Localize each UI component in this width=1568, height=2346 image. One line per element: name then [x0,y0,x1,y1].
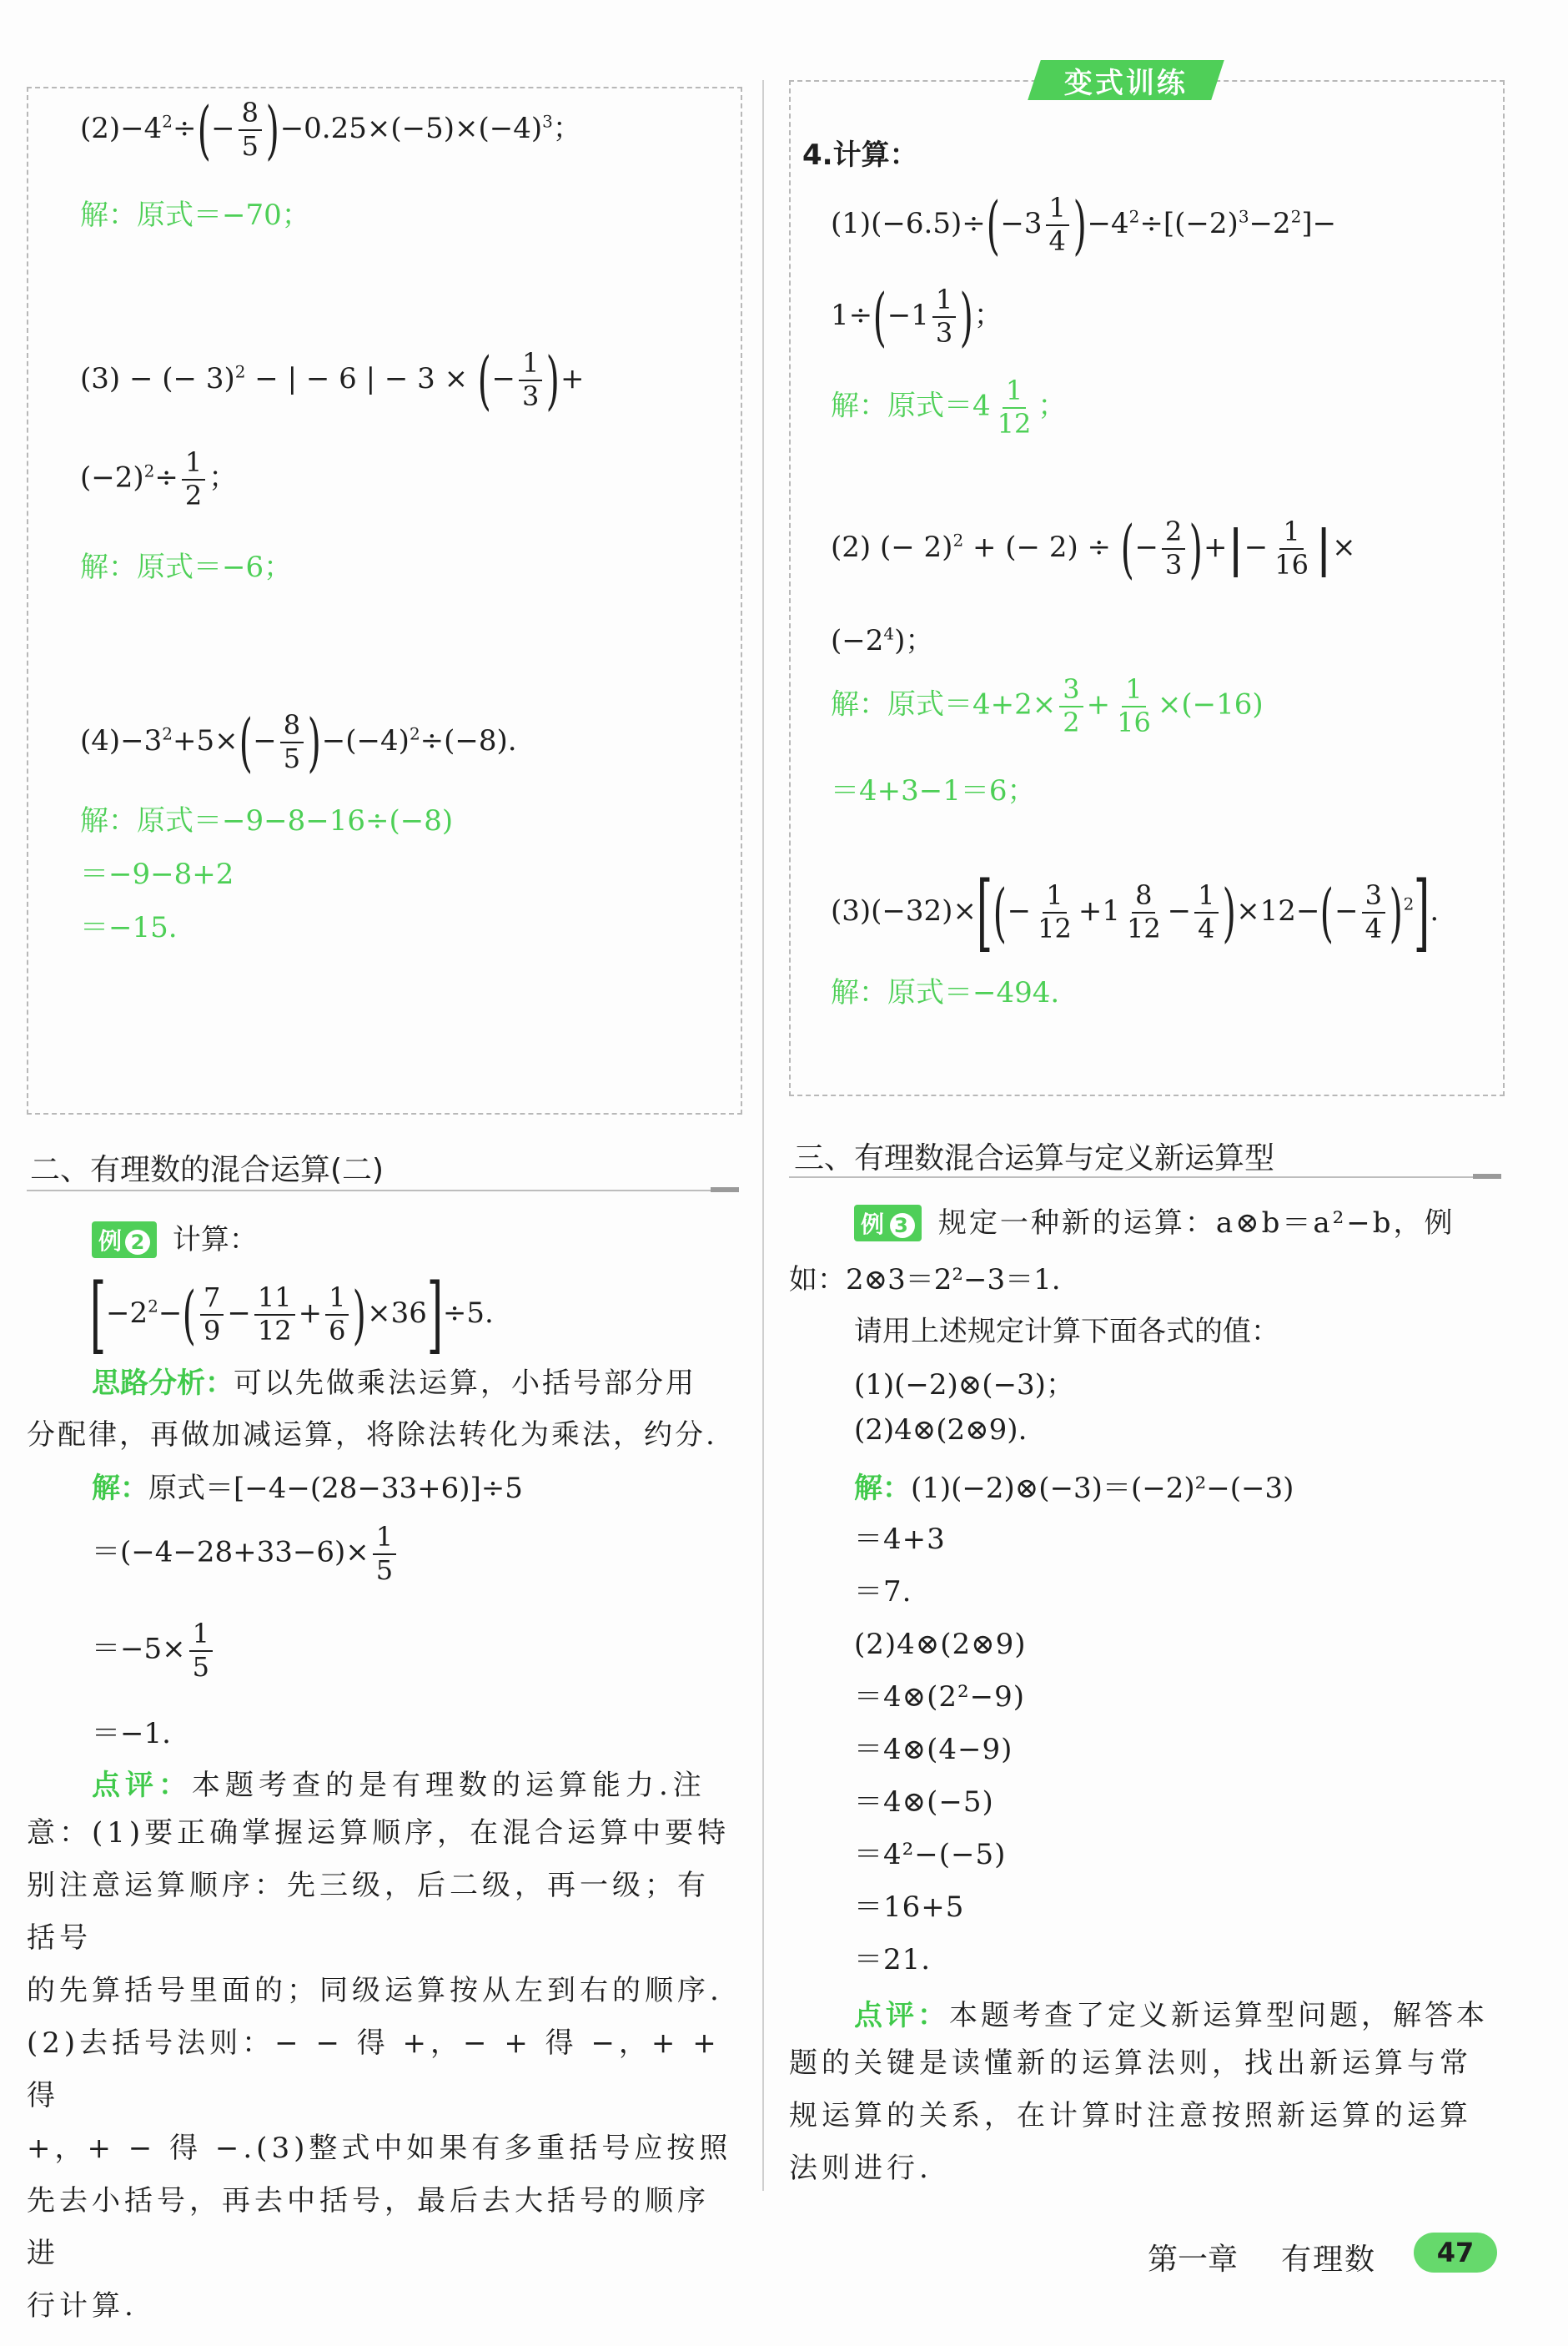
right-q3-line: (3)(−32)×[(− $\frac{1}{12}$ +1 $\frac{8}{12}$ − $\frac{1}{4}$ )×12−(− $\frac{3}{4}$ )$^2$]. [831,863,1440,961]
section3-title: 三、有理数混合运算与定义新运算型 [794,1141,1275,1176]
example3-q1: (1)(−2)⊗(−3)； [854,1368,1074,1402]
right-q1-line1: (1)(−6.5)÷(−3 $\frac{1}{4}$ )$-4^2\div[(-2)^3-2^2]-$ [831,188,1337,262]
section2-title: 二、有理数的混合运算(二) [30,1153,384,1187]
right-question-title: 4.计算： [802,138,918,172]
example2-badge: 例 2 [92,1221,157,1258]
right-q2-line1: (2) (− 2)$^2$ + (− 2) ÷ (− $\frac{2}{3}$ )+|− $\frac{1}{16}$ |× [831,511,1356,586]
example3-rule-2: 如：2⊗3＝2²−3＝1. [789,1263,1061,1296]
section2-comment-1: 点评：本题考查的是有理数的运算能力.注 [92,1769,706,1802]
example2-expression: [$-2^2-$( $\frac{7}{9}$ − $\frac{11}{12}$ + $\frac{1}{6}$ )×36]÷5. [89,1266,494,1363]
left-q4-answer-3: ＝−15. [80,911,178,944]
section3-divider [789,1176,1501,1178]
footer-chapter: 第一章 [1148,2243,1239,2277]
example3-badge: 例 3 [854,1205,922,1241]
left-q4-answer-1: 解：原式＝−9−8−16÷(−8) [80,804,454,838]
left-q2: $(2)-4^2\div(-$ $\frac{8}{5}$ )$-0.25\times(-5)\times(-4)^3$； [80,93,581,167]
section2-solution-2: ＝(−4−28+33−6)× $\frac{1}{5}$ [92,1523,400,1584]
column-divider [762,80,764,2191]
footer-topic: 有理数 [1281,2243,1377,2277]
example3-rule-1: 例 3 规定一种新的运算：a⊗b＝a²−b，例 [854,1200,1455,1241]
example3-q2: (2)4⊗(2⊗9). [854,1413,1028,1447]
section3-comment-rest: 题的关键是读懂新的运算法则，找出新运算与常 规运算的关系，在计算时注意按照新运算的运算 法则进行. [789,2046,1472,2185]
example2-header: 例 2 计算： [92,1216,258,1258]
section2-divider-tick [711,1187,739,1192]
right-q1-line2: 1÷(−1 $\frac{1}{3}$ )； [831,279,1003,354]
section2-solution-1: 解：原式＝[−4−(28−33+6)]÷5 [92,1472,523,1505]
right-q2-line2: $(-2^4)$； [831,623,934,657]
page-number: 47 [1414,2233,1497,2273]
right-q2-answer-2: ＝4+3−1＝6； [831,774,1036,808]
section2-analysis-1: 思路分析：可以先做乘法运算，小括号部分用 [92,1367,696,1400]
example3-solution-1: 解：(1)(−2)⊗(−3)＝(−2)²−(−3) [854,1472,1294,1505]
section3-comment-1: 点评：本题考查了定义新运算型问题，解答本 [854,1999,1488,2032]
section2-analysis-2: 分配律，再做加减运算，将除法转化为乘法，约分. [27,1418,717,1452]
example3-ask: 请用上述规定计算下面各式的值： [854,1315,1279,1348]
right-q1-answer: 解：原式＝4 $\frac{1}{12}$ ； [831,375,1067,440]
left-exercise-box [27,87,742,1115]
left-q2-answer: 解：原式＝−70； [80,199,310,232]
left-q4: $(4)-3^2+5\times(-$ $\frac{8}{5}$ )$-(-4)^2\div(-8)$. [80,705,517,779]
right-q2-answer-1: 解：原式＝4+2× $\frac{3}{2}$ + $\frac{1}{16}$ ×(−16) [831,673,1264,738]
left-q3-line2: $(-2)^2\div$ $\frac{1}{2}$ ； [80,446,238,511]
variant-training-banner: 变式训练 [1028,60,1224,100]
section2-comment-rest: 意：(1)要正确掌握运算顺序，在混合运算中要特 别注意运算顺序：先三级，后二级，再一级；有括号 的先算括号里面的；同级运算按从左到右的顺序. (2)去括号法则：− − 得 +，− + 得 −，+ + 得 +，+ − 得 −.(3)整式中如果有多重括号应按照 先去小括号，再去中括号，最后去大括号的顺序进 行计算. [27,1816,732,2323]
section2-solution-4: ＝−1. [92,1717,171,1750]
section3-divider-tick [1473,1174,1501,1179]
left-q3-answer: 解：原式＝−6； [80,551,293,584]
section2-divider [27,1190,739,1191]
section2-solution-3: ＝−5× $\frac{1}{5}$ [92,1620,216,1681]
right-q3-answer: 解：原式＝−494. [831,976,1060,1009]
example3-solution-rest: ＝4+3 ＝7. (2)4⊗(2⊗9) ＝4⊗(2²−9) ＝4⊗(4−9) ＝4⊗(−5) ＝4²−(−5) ＝16+5 ＝21. [854,1523,1027,1976]
left-q3: (3) − (− 3)$^2$ − | − 6 | − 3 × (− $\frac{1}{3}$ )+ [80,343,585,417]
left-q4-answer-2: ＝−9−8+2 [80,858,234,891]
